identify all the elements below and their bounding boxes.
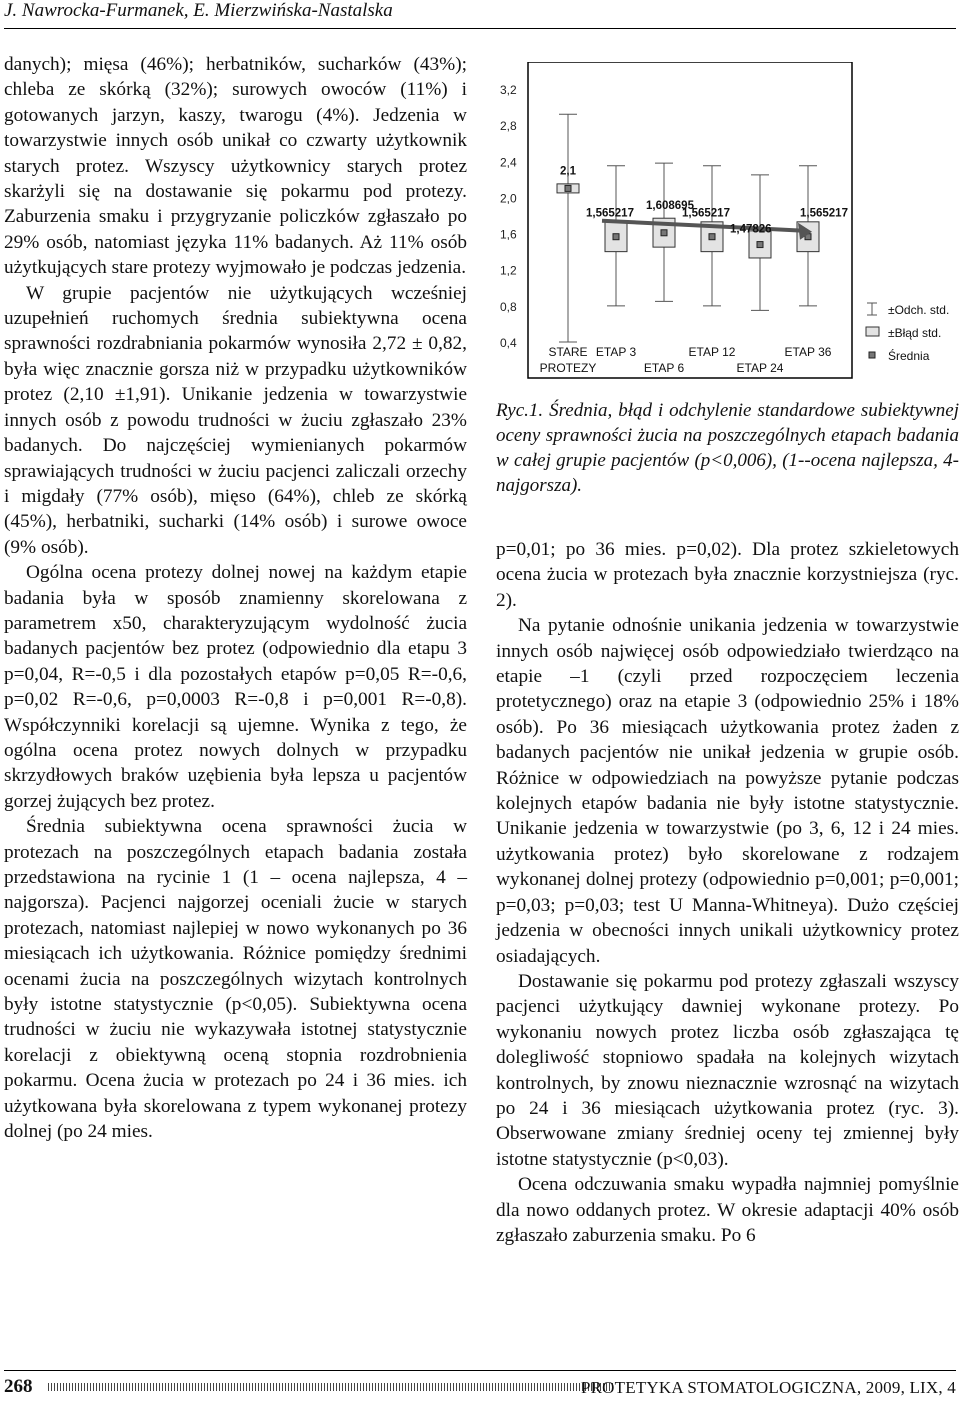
legend-mean-label: Średnia: [888, 349, 930, 363]
mean-value-label: 1,565217: [800, 207, 848, 220]
running-header-authors: J. Nawrocka-Furmanek, E. Mierzwińska-Nastalska: [4, 0, 393, 21]
x-category-label: ETAP 24: [736, 361, 784, 375]
figure-1-caption: Ryc.1. Średnia, błąd i odchylenie standardowe subiektywnej oceny sprawności żucia na poszczególnych etapach badania w całej grupie pacjentów (p<0,006), (1--ocena najlepsza, 4-najgorsza).: [496, 400, 959, 496]
left-paragraph-4: Średnia subiektywna ocena sprawności żucia w protezach na poszczególnych etapach badania została przedstawiona na rycinie 1 (1 – ocena najlepsza, 4 – najgorsza). Pacjenci najgorzej oceniali żucie w starych protezach, natomiast najlepiej w nowo wykonanych po 36 miesiącach ich użytkowania. Różnice pomiędzy średnimi ocenami żucia na poszczególnych wizytach kontrolnych były istotne statystycznie (p<0,05). Subiektywna ocena trudności w żuciu nie wykazywała istotnej statystycznie korelacji z obiektywną oceną stopnia rozdrobnienia pokarmu. Ocena żucia w protezach po 24 i 36 mies. ich użytkowana była skorelowana z typem wykonanej protezy dolnej (po 24 mies.: [4, 816, 467, 1143]
left-paragraph-3: Ogólna ocena protezy dolnej nowej na każdym etapie badania była w sposób znamienny skorelowana z parametrem x50, charakteryzującym wydolność żucia badanych pacjentów bez protez (odpowiednio dla etapu 3 p=0,04, R=-0,5 i dla pozostałych etapów p=0,05 R=-0,6, p=0,02 R=-0,6, p=0,0003 R=-0,8 i p=0,001 R=-0,8). Współczynniki korelacji są ujemne. Wynika z tego, że ogólna ocena protez nowych dolnych w przypadku skrzydłowych braków uzębienia była lepsza u pacjentów gorzej żujących bez protez.: [4, 562, 467, 812]
x-category-label: PROTEZY: [539, 361, 597, 375]
left-column: [4, 52, 467, 1144]
header-rule: [4, 28, 956, 29]
figure-1-chart: [496, 62, 960, 394]
y-tick-label: 0,8: [500, 299, 517, 314]
page-number: 268: [4, 1376, 33, 1397]
footer-rule: [4, 1370, 956, 1371]
left-paragraph-1: danych); mięsa (46%); herbatników, sucharków (43%); chleba ze skórką (32%); surowych owoców (11%) i gotowanych jarzyn, kaszy, twarogu (4%). Jedzenia w towarzystwie innych osób unikał co czwarty użytkownik starych protez. Wszyscy użytkownicy starych protez skarżyli się na dostawanie się pokarmu pod protezy. Zaburzenia smaku i przygryzanie policzków zgłaszało po 29% osób, natomiast języka 11% badanych. Aż 11% osób użytkujących stare protezy wyjmowało je podczas jedzenia.: [4, 54, 467, 279]
mean-marker: [661, 230, 667, 236]
mean-value-label: 1,608695: [646, 199, 694, 212]
y-tick-label: 1,6: [500, 227, 517, 242]
legend-mean-symbol: [869, 352, 875, 358]
x-category-label: ETAP 6: [643, 361, 685, 375]
y-tick-label: 2,4: [500, 155, 517, 170]
mean-value-label: 1,47826: [730, 223, 772, 236]
left-paragraph-2: W grupie pacjentów nie użytkujących wcześniej uzupełnień ruchomych średnia subiektywna ocena sprawności rozdrabniania pokarmów wynosiła 2,72 ± 0,82, była więc znacznie gorsza niż w przypadku użytkowników protez (2,10 ±1,91). Unikanie jedzenia w towarzystwie innych osób z powodu trudności w żuciu zgłaszało 23% badanych. Do najczęściej wymienianych pokarmów sprawiających trudności w żuciu pacjenci zaliczali orzechy i migdały (77% osób), mięso (64%), chleb ze skórką (45%), herbatniki, sucharki (14% osób) i surowe owoce (9% osób).: [4, 282, 467, 558]
x-category-label: ETAP 3: [595, 345, 637, 359]
legend-se-label: ±Błąd std.: [888, 326, 942, 340]
mean-marker: [757, 242, 763, 248]
footer-decorative-bar: [48, 1383, 614, 1391]
right-column: [496, 537, 959, 1248]
right-paragraph-3: Dostawanie się pokarmu pod protezy zgłaszali wszyscy pacjenci użytkujący dawniej wykonane protezy. Po wykonaniu nowych protez liczba osób zgłaszająca tę dolegliwość stopniowo spadała na kolejnych wizytach kontrolnych, by znowu nieznacznie wzrosnąć na wizytach po 24 i 36 miesiącach użytkowania protez (ryc. 3). Obserwowane zmiany średniej oceny tej zmiennej były istotne statystycznie (p<0,03).: [496, 970, 959, 1170]
mean-value-label: 1,565217: [682, 207, 730, 220]
y-tick-label: 2,0: [500, 191, 517, 206]
x-category-label: ETAP 12: [688, 345, 736, 359]
y-tick-label: 2,8: [500, 119, 517, 134]
plot-frame: [528, 62, 852, 378]
x-category-label: STARE: [548, 345, 588, 359]
mean-marker: [613, 234, 619, 240]
y-tick-label: 3,2: [500, 83, 517, 97]
mean-marker: [565, 185, 571, 191]
right-paragraph-1: p=0,01; po 36 mies. p=0,02). Dla protez szkieletowych ocena żucia w protezach była znacznie korzystniejsza (ryc. 2).: [496, 539, 959, 611]
mean-value-label: 1,565217: [586, 207, 634, 220]
legend-se-symbol: [866, 327, 879, 336]
journal-name: PROTETYKA STOMATOLOGICZNA, 2009, LIX, 4: [580, 1378, 956, 1397]
y-tick-label: 1,2: [500, 263, 517, 278]
mean-value-label: 2,1: [560, 165, 576, 178]
mean-marker: [709, 234, 715, 240]
y-tick-label: 0,4: [500, 336, 517, 350]
legend-sd-label: ±Odch. std.: [888, 303, 950, 317]
x-category-label: ETAP 36: [784, 345, 832, 359]
right-paragraph-2: Na pytanie odnośnie unikania jedzenia w towarzystwie innych osób najwięcej osób odpowiedziało twierdząco na etapie –1 (czyli przed rozpoczęciem leczenia protetycznego) oraz na etapie 3 (odpowiednio 25% i 18% osób). Po 36 miesiącach użytkowania protez żaden z badanych pacjentów nie unikał jedzenia w grupie osób. Różnice w odpowiedziach na powyższe pytanie podczas kolejnych etapów badania nie były istotne statystycznie. Unikanie jedzenia w towarzystwie (po 3, 6, 12 i 24 mies. użytkowania protez) było skorelowane z rodzajem wykonanej dolnej protezy (odpowiednio p=0,001; p=0,001; p=0,03; p=0,03; test U Manna-Whitneya). Dużo częściej jedzenia w obecności innych unikali użytkownicy protez osiadających.: [496, 615, 959, 967]
right-paragraph-4: Ocena odczuwania smaku wypadła najmniej pomyślnie dla nowo oddanych protez. W okresie adaptacji 40% osób zgłaszało zaburzenia smaku. Po 6: [496, 1174, 959, 1246]
